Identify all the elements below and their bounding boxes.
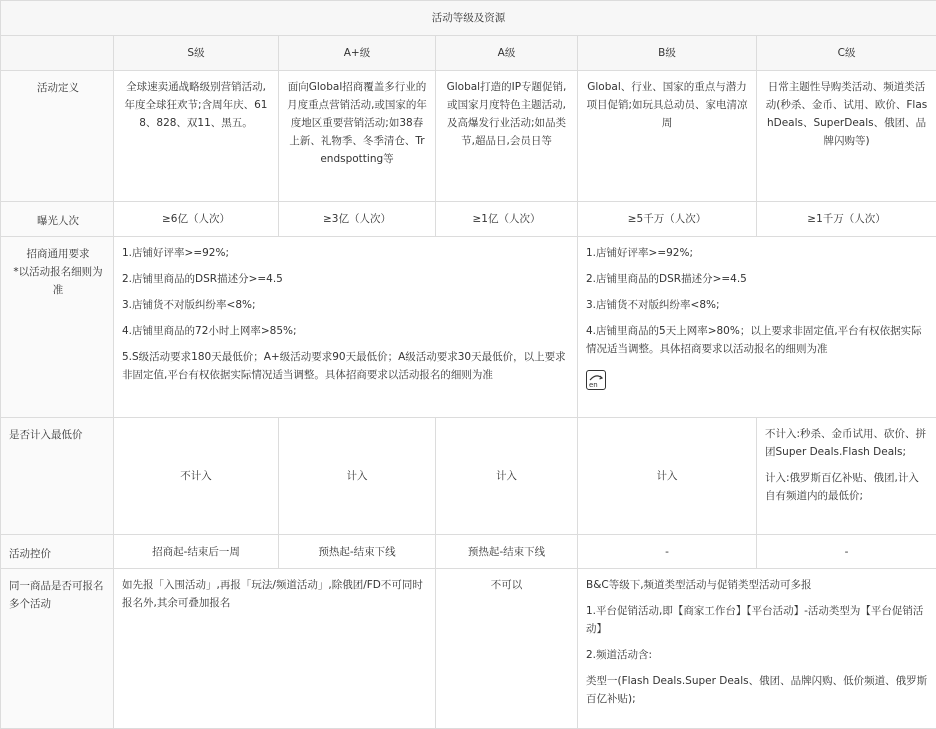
multi-item: B&C等级下,频道类型活动与促销类型活动可多报 <box>586 576 928 594</box>
multi-b-c <box>578 569 936 729</box>
price-control-aplus: 预热起-结束下线 <box>279 535 436 569</box>
header-a: A级 <box>436 36 578 71</box>
lowest-price-a: 计入 <box>436 418 578 535</box>
header-s: S级 <box>114 36 279 71</box>
requirement-item: 1.店铺好评率>=92%; <box>122 244 569 262</box>
definition-aplus: 面向Global招商覆盖多行业的月度重点营销活动,或国家的年度地区重要营销活动;如38春上新、礼物季、冬季清仓、Trendspotting等 <box>279 71 436 202</box>
row-exposure <box>1 202 936 237</box>
table-title: 活动等级及资源 <box>1 1 936 36</box>
price-control-c: - <box>757 535 936 569</box>
label-exposure: 曝光人次 <box>1 202 114 237</box>
row-multi <box>1 569 936 729</box>
label-multi: 同一商品是否可报名多个活动 <box>1 569 114 729</box>
multi-item: 1.平台促销活动,即【商家工作台】【平台活动】-活动类型为【平台促销活动】 <box>586 602 928 638</box>
requirements-b-c <box>578 237 936 418</box>
exposure-s: ≥6亿（人次） <box>114 202 279 237</box>
label-definition: 活动定义 <box>1 71 114 202</box>
header-c: C级 <box>757 36 936 71</box>
svg-text:en: en <box>589 381 598 389</box>
requirement-item: 2.店铺里商品的DSR描述分>=4.5 <box>122 270 569 288</box>
lowest-price-aplus: 计入 <box>279 418 436 535</box>
exposure-aplus: ≥3亿（人次） <box>279 202 436 237</box>
row-lowest-price <box>1 418 936 535</box>
requirements-note: *以活动报名细则为准 <box>9 263 107 299</box>
requirement-item: 3.店铺货不对版纠纷率<8%; <box>122 296 569 314</box>
definition-a: Global打造的IP专题促销,或国家月度特色主题活动,及高爆发行业活动;如品类节,超品日,会员日等 <box>436 71 578 202</box>
price-control-s: 招商起-结束后一周 <box>114 535 279 569</box>
exposure-c: ≥1千万（人次） <box>757 202 936 237</box>
multi-item: 2.频道活动含: <box>586 646 928 664</box>
requirements-label-text: 招商通用要求 <box>9 245 107 263</box>
lowest-price-c <box>757 418 936 535</box>
row-price-control <box>1 535 936 569</box>
multi-item: 类型一(Flash Deals.Super Deals、俄团、品牌闪购、低价频道、俄罗斯百亿补贴); <box>586 672 928 708</box>
definition-s: 全球速卖通战略级别营销活动,年度全球狂欢节;含周年庆、618、828、双11、黑五。 <box>114 71 279 202</box>
requirements-s-a <box>114 237 578 418</box>
exposure-a: ≥1亿（人次） <box>436 202 578 237</box>
header-b: B级 <box>578 36 757 71</box>
label-requirements <box>1 237 114 418</box>
row-definition <box>1 71 936 202</box>
requirement-item: 3.店铺货不对版纠纷率<8%; <box>586 296 928 314</box>
requirement-item: 4.店铺里商品的72小时上网率>85%; <box>122 322 569 340</box>
lowest-price-s: 不计入 <box>114 418 279 535</box>
price-control-a: 预热起-结束下线 <box>436 535 578 569</box>
header-aplus: A+级 <box>279 36 436 71</box>
row-requirements <box>1 237 936 418</box>
exposure-b: ≥5千万（人次） <box>578 202 757 237</box>
definition-b: Global、行业、国家的重点与潜力项目促销;如玩具总动员、家电清凉周 <box>578 71 757 202</box>
lowest-price-c-included: 计入:俄罗斯百亿补贴、俄团,计入自有频道内的最低价; <box>765 469 928 505</box>
requirement-item: 4.店铺里商品的5天上网率>80%；以上要求非固定值,平台有权依据实际情况适当调整。具体招商要求以活动报名的细则为准 <box>586 322 928 358</box>
header-row <box>1 36 936 71</box>
requirement-item: 1.店铺好评率>=92%; <box>586 244 928 262</box>
requirement-item: 5.S级活动要求180天最低价；A+级活动要求90天最低价；A级活动要求30天最低价，以上要求非固定值,平台有权依据实际情况适当调整。具体招商要求以活动报名的细则为准 <box>122 348 569 384</box>
title-row <box>1 1 936 36</box>
header-empty <box>1 36 114 71</box>
translate-icon[interactable] <box>586 370 606 390</box>
multi-s-aplus: 如先报「入围活动」,再报「玩法/频道活动」,除俄团/FD不可同时报名外,其余可叠加报名 <box>114 569 436 729</box>
label-price-control: 活动控价 <box>1 535 114 569</box>
multi-a: 不可以 <box>436 569 578 729</box>
lowest-price-c-excluded: 不计入:秒杀、金币试用、砍价、拼团Super Deals.Flash Deals; <box>765 425 928 461</box>
requirement-item: 2.店铺里商品的DSR描述分>=4.5 <box>586 270 928 288</box>
lowest-price-b: 计入 <box>578 418 757 535</box>
price-control-b: - <box>578 535 757 569</box>
definition-c: 日常主题性导购类活动、频道类活动(秒杀、金币、试用、欧价、FlashDeals、SuperDeals、俄团、品牌闪购等) <box>757 71 936 202</box>
label-lowest-price: 是否计入最低价 <box>1 418 114 535</box>
